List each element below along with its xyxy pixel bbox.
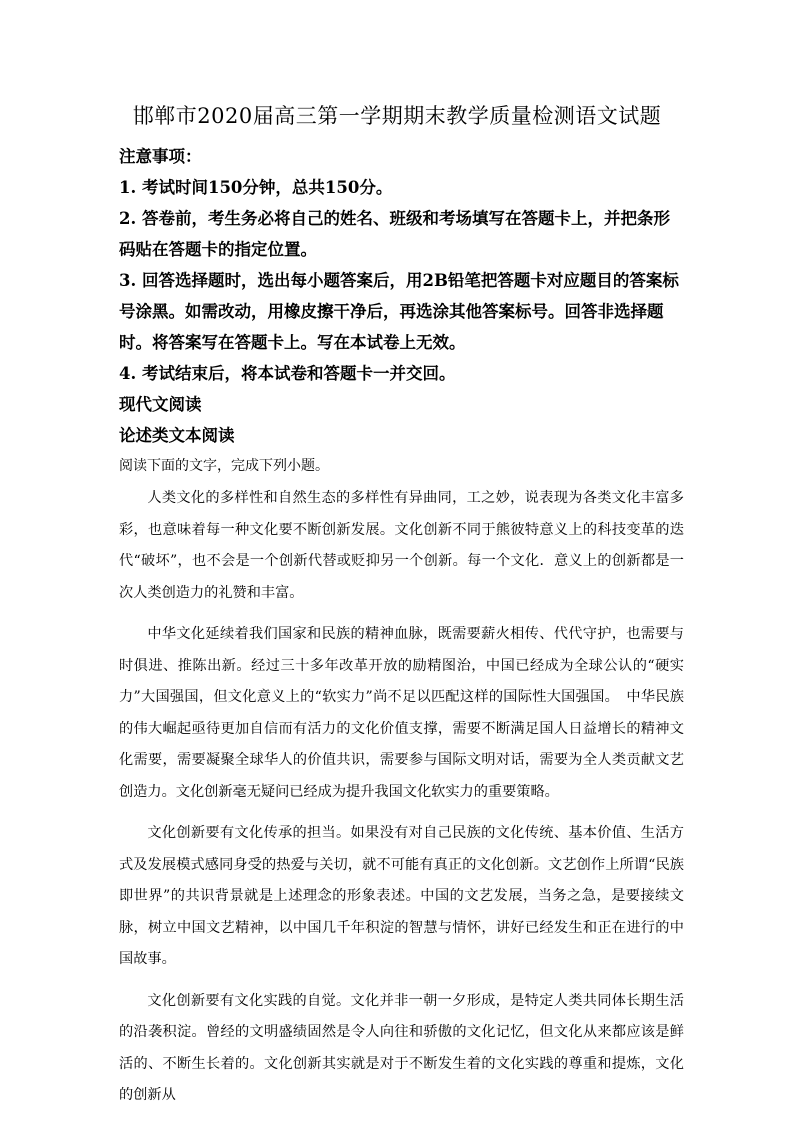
notice-item: 4. 考试结束后，将本试卷和答题卡一并交回。 [119,364,456,383]
passage-paragraph: 人类文化的多样性和自然生态的多样性有异曲同，工之妙，说表现为各类文化丰富多彩，也意味着每一种文化要不断创新发展。文化创新不同于熊彼特意义上的科技变革的迭代“破坏”，也不会是一个创新代替或贬抑另一个创新。每一个文化．意义上的创新都是一次人类创造力的礼赞和丰富。 [119,490,684,601]
notice-item: 2. 答卷前，考生务必将自己的姓名、班级和考场填写在答题卡上，并把条形码贴在答题卡的指定位置。 [119,209,670,259]
page-title: 邯郸市2020届高三第一学期期末教学质量检测语文试题 [132,104,662,128]
notice-heading: 注意事项： [119,147,202,166]
reading-instruction: 阅读下面的文字，完成下列小题。 [119,458,329,474]
section-heading: 现代文阅读 [119,395,202,414]
subsection-heading: 论述类文本阅读 [119,426,235,445]
passage-paragraph: 中华文化延续着我们国家和民族的精神血脉，既需要薪火相传、代代守护，也需要与时俱进、推陈出新。经过三十多年改革开放的励精图治，中国已经成为全球公认的“硬实力”大国强国，但文化意义上的“软实力”尚不足以匹配这样的国际性大国强国。 中华民族的伟大崛起亟待更加自信而有活力的文化价值支撑，需要不断满足国人日益增长的精神文化需要，需要凝聚全球华人的价值共识，需要参与国际文明对话，需要为全人类贡献文艺创造力。文化创新毫无疑问已经成为提升我国文化软实力的重要策略。 [119,626,684,800]
exam-notice [119,141,684,451]
passage-paragraph: 文化创新要有文化实践的自觉。文化并非一朝一夕形成，是特定人类共同体长期生活的沿袭积淀。曾经的文明盛绩固然是令人向往和骄傲的文化记忆，但文化从来都应该是鲜活的、不断生长着的。文化创新其实就是对于不断发生着的文化实践的尊重和提炼，文化的创新从 [119,992,684,1103]
reading-passage [119,483,684,1122]
passage-paragraph: 文化创新要有文化传承的担当。如果没有对自己民族的文化传统、基本价值、生活方式及发展模式感同身受的热爱与关切，就不可能有真正的文化创新。文艺创作上所谓“民族即世界”的共识背景就是上述理念的形象表述。中国的文艺发展，当务之急，是要接续文脉，树立中国文艺精神，以中国几千年积淀的智慧与情怀，讲好已经发生和正在进行的中国故事。 [119,825,684,967]
notice-item: 3. 回答选择题时，选出每小题答案后，用2B铅笔把答题卡对应题目的答案标号涂黑。如需改动，用橡皮擦干净后，再选涂其他答案标号。回答非选择题时。将答案写在答题卡上。写在本试卷上无效。 [119,271,679,352]
notice-item: 1. 考试时间150分钟，总共150分。 [119,178,393,197]
